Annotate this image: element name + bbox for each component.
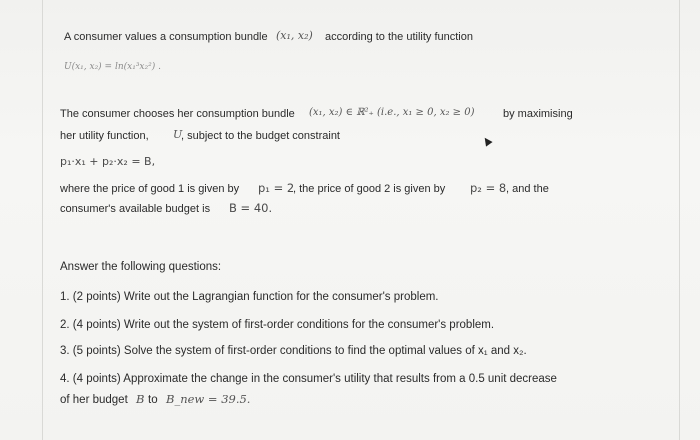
prices-line1-b: , the price of good 2 is given by <box>293 183 446 195</box>
question-3: 3. (5 points) Solve the system of first-order conditions to find the optimal values of x₁ and x₂. <box>60 345 527 357</box>
prices-line2-a: consumer's available budget is <box>60 203 211 215</box>
intro-bundle: (x₁, x₂) <box>276 29 313 42</box>
question-4-to: to <box>148 394 158 406</box>
intro-rest: according to the utility function <box>325 31 473 43</box>
choose-line2-math: U <box>173 128 183 141</box>
choose-line2-a: her utility function, <box>60 130 149 142</box>
intro-text: A consumer values a consumption bundle <box>64 31 268 43</box>
utility-formula: U(x₁, x₂) = ln(x₁³x₂²) . <box>64 62 161 72</box>
prices-line1-c: , and the <box>506 183 549 195</box>
budget-constraint: p₁·x₁ + p₂·x₂ = B, <box>60 155 156 168</box>
question-4-budget-symbol: B <box>136 392 145 406</box>
question-2: 2. (4 points) Write out the system of first-order conditions for the consumer's problem. <box>60 319 495 331</box>
price-p1: p₁ = 2 <box>258 181 295 195</box>
question-1: 1. (2 points) Write out the Lagrangian function for the consumer's problem. <box>60 291 439 303</box>
choose-line1-a: The consumer chooses her consumption bundle <box>60 108 295 120</box>
choose-line1-math: (x₁, x₂) ∈ ℝ²₊ (i.e., x₁ ≥ 0, x₂ ≥ 0) <box>309 107 475 118</box>
price-p2: p₂ = 8 <box>470 181 507 195</box>
question-4-line2-a: of her budget <box>60 394 128 406</box>
prices-line1-a: where the price of good 1 is given by <box>60 183 240 195</box>
question-4-new-budget: B_new = 39.5. <box>166 392 251 406</box>
question-4-line1: 4. (4 points) Approximate the change in the consumer's utility that results from a 0.5 unit decrease <box>60 373 557 385</box>
choose-line1-b: by maximising <box>503 108 573 120</box>
questions-header: Answer the following questions: <box>60 261 222 273</box>
choose-line2-b: , subject to the budget constraint <box>181 130 340 142</box>
budget-value: B = 40. <box>229 201 273 215</box>
